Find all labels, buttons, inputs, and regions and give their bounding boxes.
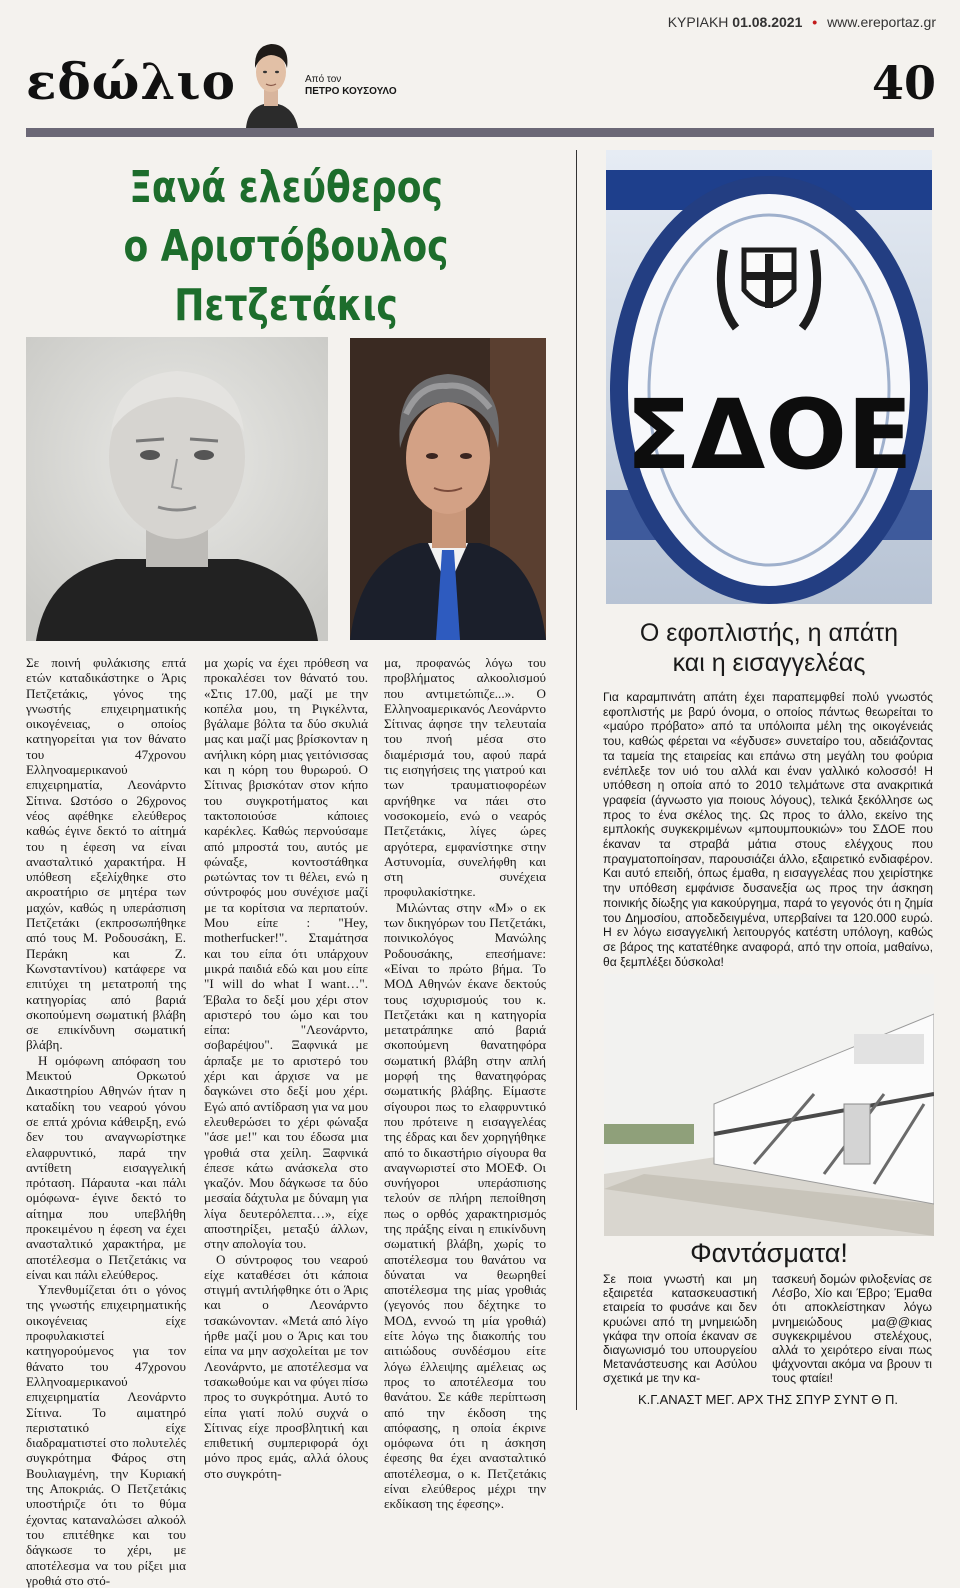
masthead-day: ΚΥΡΙΑΚΗ xyxy=(667,14,729,30)
sidebar-story-1-body: Για καραμπινάτη απάτη έχει παραπεμφθεί πολύ γνωστός εφοπλιστής με βαρύ όνομα, ο οποίος πάντως θεωρείται το «μαύρο πρόβατο» από τα υπόλοιπα μέλη της οικογένειάς του, καθώς φέρεται να «έγδυσε» συνεταίρο του, αδειάζοντας τα ταμεία της εταιρείας και επάνω στη μεγάλη του φούρια ενέπλεξε τον υιό του αλλά και έναν γαλλικό κολοσσό! Η υπόθεση η οποία από το 2010 τελμάτωνε στα ανακριτικά γραφεία (άγνωστο για ποιους λόγους), τελικά ξεκόλλησε ως προς το ένα σκέλος της. Ως προς το άλλο, εκείνο της εμπλοκής συγκεκριμένων «μπουμπουκιών» του ΣΔΟΕ που έκαναν τα στραβά μάτια στους ελέγχους που πραγματοποίησαν, παρουσιάζει άλλο, εξαιρετικό ενδιαφέρον. Και αυτό επειδή, όπως έμαθα, η εισαγγελέας που χειρίστηκε την υπόθεση εμφάνισε δυσανεξία ως προς την άσκηση ποινικής δίωξης για κακούργημα, παρά το γεγονός ότι η ζημία του Δημοσίου, αποδεδειγμένα, υπερβαίνει τα 120.000 ευρώ. Η εν λόγω εισαγγελική λειτουργός κατέστη υπόλογη, καθώς σε βάρος της κατατέθηκε αναφορά, από την οποία, μαθαίνω, θα ξεμπλέξει δύσκολα! xyxy=(603,690,933,969)
column-3-paragraph: μα, προφανώς λόγω του προβλήματος αλκοολισμού που αντιμετώπιζε...». Ο Ελληνοαμερικανός Λεονάρντο Σίτινας άφησε την τελευταία του πνοή μέσα στο διαμέρισμά του, αφού παρά τις εισηγήσεις της γιατρού και των τραυματιοφορέων αρνήθηκε να πάει στο νοσοκομείο, ενώ ο νεαρός Πετζετάκις, λίγες ώρες αργότερα, εμφανίστηκε στην Αστυνομία, συνελήφθη και στη συνέχεια προφυλακίστηκε. xyxy=(384,655,546,900)
story-1-title-line-1: Ο εφοπλιστής, η απάτη xyxy=(639,619,899,647)
sdoe-logo-text: ΣΔΟΕ xyxy=(625,379,913,491)
column-2-paragraph: Ο σύντροφος του νεαρού είχε καταθέσει ότι κάποια στιγμή αντιλήφθηκε ότι ο Άρις και ο Λεονάρντο τσακώνονταν. «Μετά από λίγο ήρθε μαζί μου ο Άρις και του είπα να μην ασχολείται με τον Λεονάρντο, με αποτέλεσμα να τσακωθούμε και να φύγει πίσω προς το συγκρότημα. Αυτό το είπα γιατί πολύ συχνά ο Σίτινας είχε προσβλητική και επιθετική συμπεριφορά όχι μόνο προς εμάς, αλλά όλους στο συγκρότη- xyxy=(204,1251,368,1481)
header-rule xyxy=(26,128,934,137)
column-1-paragraph: Υπενθυμίζεται ότι ο γόνος της γνωστής επιχειρηματικής οικογένειας είχε προφυλακιστεί κατηγορούμενος για τον θάνατο του 47χρονου Ελληνοαμερικανού επιχειρηματία Λεονάρντο Σίτινα. Το αιματηρό περιστατικό είχε διαδραματιστεί στο πολυτελές συγκρότημα Φάρος στη Βουλιαγμένη, την Κυριακή της Αποκριάς. Ο Πετζετάκις υποστήριζε ότι το θύμα έχοντας καταναλώσει αλκοόλ του επιτέθηκε και του δάγκωσε το χέρι, με αποτέλεσμα να του ρίξει μια γροθιά στο στό- xyxy=(26,1282,186,1588)
byline xyxy=(305,74,397,98)
article-column-3 xyxy=(384,655,546,1512)
article-column-1 xyxy=(26,655,186,1588)
photo-defendant xyxy=(26,337,328,641)
photo-lawyer xyxy=(350,338,546,640)
byline-prefix: Από τον xyxy=(305,74,342,85)
sidebar-story-2-col-2: τασκευή δομών φιλοξενίας σε Λέσβο, Χίο και Έβρο; Έμαθα ότι αποκλείστηκαν λόγω μνημειώδους μα@@κιας συγκεκριμένου στελέχους, αλλά το χειρότερο είναι πως ψάχνονται ακόμα να βρουν τι τους φταίει! xyxy=(772,1272,932,1386)
headline-line-1: Ξανά ελεύθερος xyxy=(129,162,443,213)
columnist-portrait xyxy=(240,30,302,128)
sidebar-story-1-title xyxy=(606,618,932,678)
sidebar-story-2-title: Φαντάσματα! xyxy=(690,1238,848,1268)
main-headline xyxy=(73,158,499,335)
column-2-paragraph: μα χωρίς να έχει πρόθεση να προκαλέσει τον θάνατό του. «Στις 17.00, μαζί με την κοπέλα μου, τη Ριγκέλντα, βγάλαμε βόλτα τα δύο σκυλιά μας και μαζί μας βρίσκονταν η ανήλικη κόρη μιας γειτόνισσας και η κόρη του θυρωρού. Ο Σίτινας βρισκόταν στον κήπο του συγκροτήματος και τακτοποιούσε κάποιες καρέκλες. Καθώς περνούσαμε από μπροστά του, αυτός με φώναξε, κοντοστάθηκα ρωτώντας τον τι θέλει, ενώ η σύντροφός μου συνέχισε μαζί με τα κορίτσια να περπατούν. Μου είπε : "Hey, motherfucker!". Σταμάτησα και του είπα ότι υπάρχουν μικρά παιδιά εδώ και μου είπε "I will do what I want…". Έβαλα το δεξί μου χέρι στον αριστερό του ώμο και του είπα: "Λεονάρντο, σοβαρέψου". Ξαφνικά με άρπαξε με το αριστερό του χέρι και άρχισε να με δαγκώνει στο δεξί μου χέρι. Εγώ από αντίδραση για να μου ελευθερώσει το χέρι φώναξα "άσε με!" και του έδωσα μια γροθιά στα χείλη. Ξαφνικά έπεσε κάτω ανάσκελα στο γκαζόν. Μου δάγκωσε τα δύο μεσαία δάχτυλα με δύναμη για λίγα δευτερόλεπτα…», είχε αποστηρίξει, μεταξύ άλλων, στην απολογία του. xyxy=(204,655,368,1252)
separator-dot-icon: • xyxy=(812,14,818,30)
column-logo: εδώλιο xyxy=(26,52,236,111)
column-1-paragraph: Σε ποινή φυλάκισης επτά ετών καταδικάστηκε ο Άρις Πετζετάκις, γόνος της γνωστής επιχειρηματικής οικογένειας, ο οποίος κατηγορείται για τον θάνατο του 47χρονου Ελληνοαμερικανού επιχειρηματία, Λεονάρντο Σίτινα. Ωστόσο ο 26χρονος νέος αφέθηκε ελεύθερος καθώς έγινε δεκτό το αίτημά του η έφεση να είναι ανασταλτικό χαρακτήρα. Η υπόθεση εξελίχθηκε στο ακροατήριο σε μητέρα των μαχών, καθώς η υπεράσπιση Πετζετάκι (εκπροσωπήθηκε από τους Μ. Ροδουσάκη, Ε. Περάκη και Ζ. Κωνσταντίνου) κατάφερε να επιτύχει τη μετατροπή της κατηγορίας από βαριά σκοπούμενη σωματική βλάβη σε επικίνδυνη σωματική βλάβη. xyxy=(26,655,186,1053)
page-number: 40 xyxy=(871,56,936,110)
headline-line-3: Πετζετάκις xyxy=(174,280,398,331)
column-divider xyxy=(576,150,577,1410)
column-1-paragraph: Η ομόφωνη απόφαση του Μεικτού Ορκωτού Δικαστηρίου Αθηνών ήταν η καταδίκη του νεαρού γόνου σε επτά χρόνια κάθειρξη, ενώ δεν του αναγνωρίστηκε ελαφρυντικό, παρά την αντίθετη εισαγγελική πρόταση. Πάραυτα -και πάλι ομόφωνα- έγινε δεκτό το αίτημα που υπεβλήθη προκειμένου η έφεση να έχει ανασταλτικό χαρακτήρα, με αποτέλεσμα ο Πετζετάκις να είναι και πάλι ελεύθερος. xyxy=(26,1052,186,1282)
masthead-date: 01.08.2021 xyxy=(732,14,803,30)
headline-line-2: ο Αριστόβουλος xyxy=(123,221,449,272)
byline-author: ΠΕΤΡΟ ΚΟΥΣΟΥΛΟ xyxy=(305,86,397,97)
photo-container-buildings xyxy=(604,974,934,1236)
photo-caption-signature: Κ.Γ.ΑΝΑΣΤ ΜΕΓ. ΑΡΧ ΤΗΣ ΣΠΥΡ ΣΥΝΤ Θ Π. xyxy=(637,1392,899,1407)
article-column-2 xyxy=(204,655,368,1481)
column-3-paragraph: Μιλώντας στην «Μ» ο εκ των δικηγόρων του Πετζετάκι, ποινικολόγος Μανώλης Ροδουσάκης, επεσήμανε: «Είναι το πρώτο βήμα. Το ΜΟΔ Αθηνών έκανε δεκτούς τους ισχυρισμούς του κ. Πετζετάκι και η κατηγορία μετατράπηκε από βαριά σκοπούμενη θανατηφόρα σωματική βλάβη στην απλή μορφή της θανατηφόρας σωματικής βλάβης. Είμαστε σίγουροι πως το ελαφρυντικό που πρότεινε η εισαγγελέας της έδρας και δεν χορηγήθηκε από το δικαστήριο σίγουρα θα αναγνωριστεί στο ΜΟΕΦ. Οι συνήγοροι υπεράσπισης τελούν σε πλήρη πεποίθηση πως ο ορθός χαρακτηρισμός της πράξης είναι η επικίνδυνη σωματική βλάβη, χωρίς το αποτέλεσμα του θανάτου να δύναται να θεωρηθεί αποτέλεσμα της μίας γροθιάς (γεγονός που δέχτηκε το ΜΟΔ, εννοώ τη μία γροθιά) είτε λόγω της διακοπής του αιτιώδους συνδέσμου είτε λόγω έλλειψης αμέλειας ως προς το αποτέλεσμα του θανάτου. Σε κάθε περίπτωση από την έκδοση της απόφασης, η οποία έκρινε ομόφωνα ότι η άσκηση έφεσης θα έχει ανασταλτικό αποτέλεσμα, ο κ. Πετζετάκις είναι ελεύθερος μέχρι την εκδίκαση της έφεσης». xyxy=(384,899,546,1512)
photo-sdoe-sign xyxy=(606,150,932,604)
masthead-dateline xyxy=(0,14,936,30)
masthead-site: www.ereportaz.gr xyxy=(827,14,936,30)
story-1-title-line-2: και η εισαγγελέας xyxy=(672,649,866,677)
sidebar-story-2-col-1: Σε ποια γνωστή και μη εξαιρετέα κατασκευαστική εταιρεία το φυσάνε και δεν κρυώνει από τη μνημειώδη γκάφα την οποία έκαναν σε διαγωνισμό του υπουργείου Μετανάστευσης και Ασύλου σχετικά με την κα- xyxy=(603,1272,757,1386)
